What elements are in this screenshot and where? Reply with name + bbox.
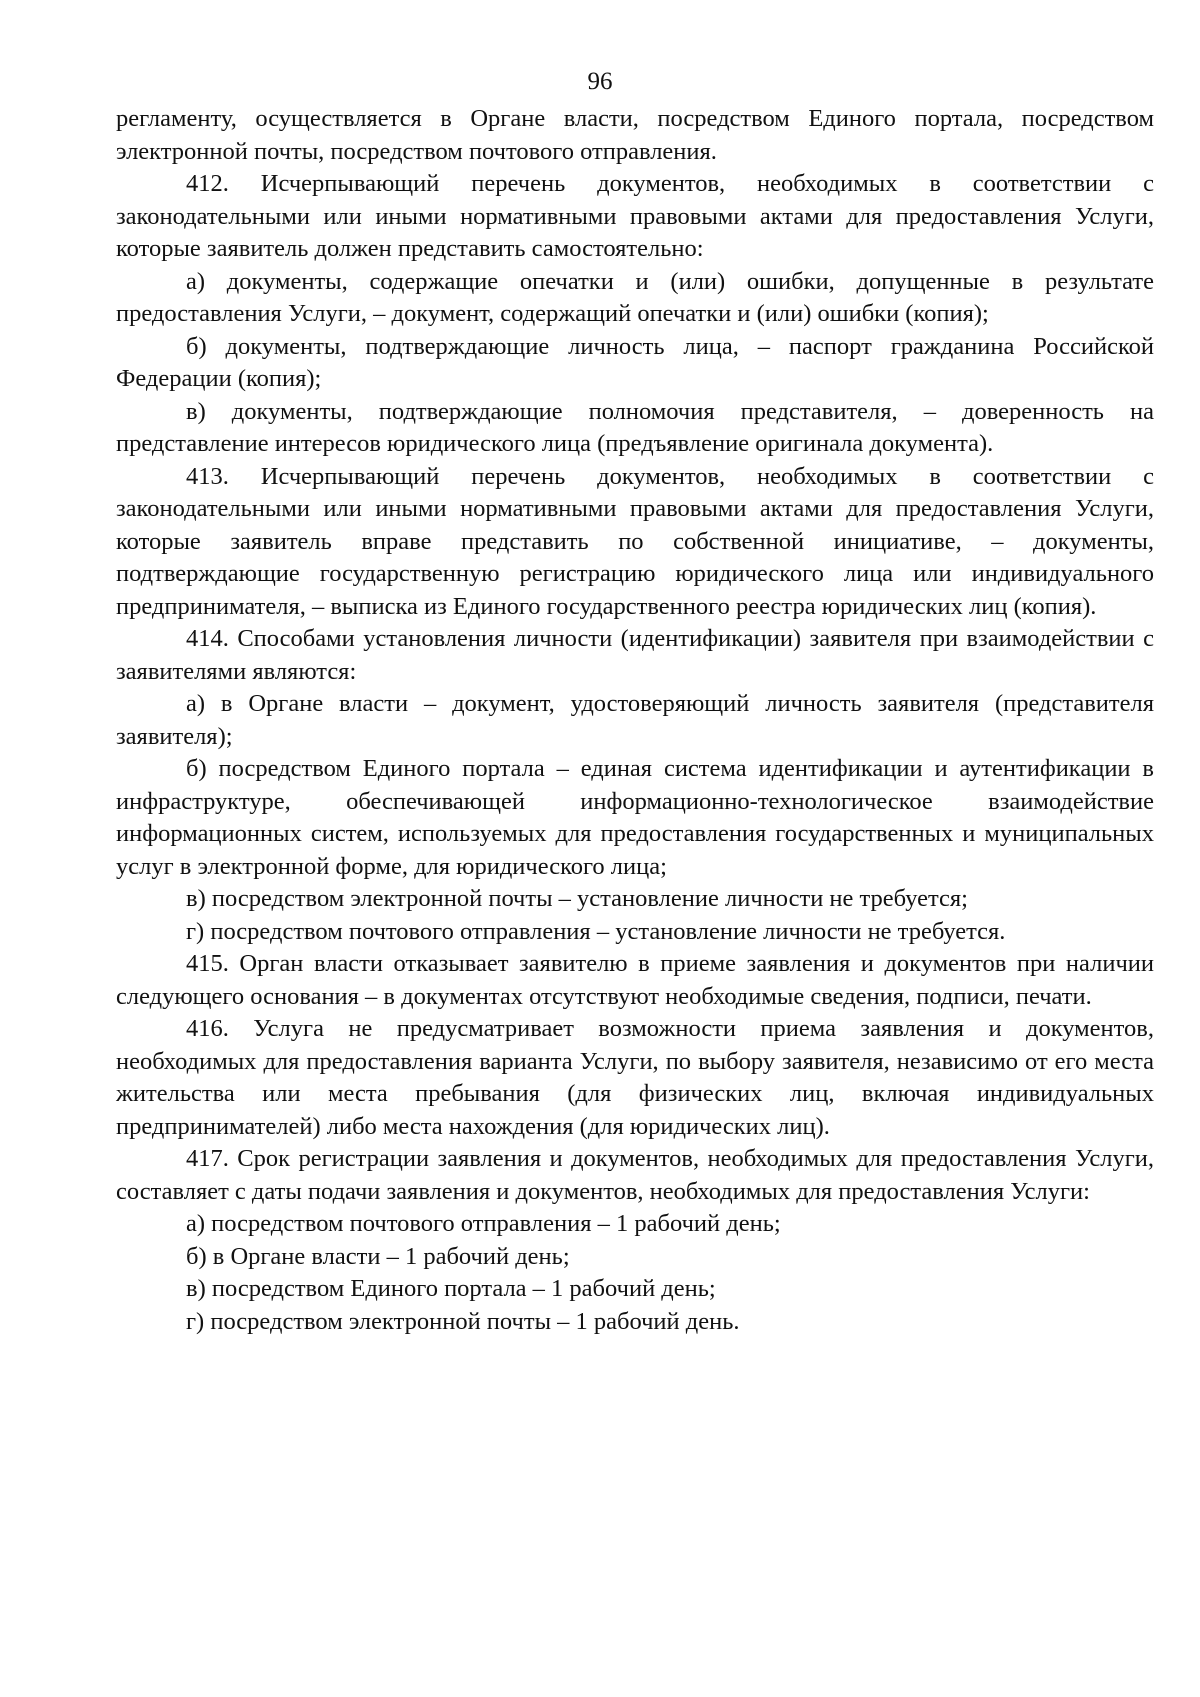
list-item-412-v: в) документы, подтверждающие полномочия представителя, – доверенность на представление интересов юридического лица (предъявление оригинала документа). [116,397,1154,457]
page-number: 96 [587,68,613,95]
paragraph-415: 415. Орган власти отказывает заявителю в приеме заявления и документов при наличии следующего основания – в документах отсутствуют необходимые сведения, подписи, печати. [116,950,1154,1010]
list-item-417-v: в) посредством Единого портала – 1 рабочий день; [186,1275,716,1302]
paragraph-417: 417. Срок регистрации заявления и документов, необходимых для предоставления Услуги, составляет с даты подачи заявления и документов, необходимых для предоставления Услуги: [116,1145,1154,1205]
list-item-417-a: а) посредством почтового отправления – 1 рабочий день; [186,1210,781,1237]
paragraph-412: 412. Исчерпывающий перечень документов, необходимых в соответствии с законодательными или иными нормативными правовыми актами для предоставления Услуги, которые заявитель должен представить самостоятельно: [116,170,1154,262]
paragraph-continuation: регламенту, осуществляется в Органе власти, посредством Единого портала, посредством электронной почты, посредством почтового отправления. [116,105,1154,165]
list-item-414-v: в) посредством электронной почты – установление личности не требуется; [186,885,968,912]
list-item-414-g: г) посредством почтового отправления – установление личности не требуется. [186,917,1006,945]
list-item-417-b: б) в Органе власти – 1 рабочий день; [186,1242,570,1270]
paragraph-416: 416. Услуга не предусматривает возможности приема заявления и документов, необходимых для предоставления варианта Услуги, по выбору заявителя, независимо от его места жительства или места пребывания (для физических лиц, включая индивидуальных предпринимателей) либо места нахождения (для юридических лиц). [116,1015,1154,1140]
document-body [116,103,1154,1338]
list-item-417-g: г) посредством электронной почты – 1 рабочий день. [186,1307,740,1335]
list-item-412-a: а) документы, содержащие опечатки и (или) ошибки, допущенные в результате предоставления Услуги, – документ, содержащий опечатки и (или) ошибки (копия); [116,267,1154,327]
list-item-414-a: а) в Органе власти – документ, удостоверяющий личность заявителя (представителя заявителя); [116,690,1154,750]
list-item-412-b: б) документы, подтверждающие личность лица, – паспорт гражданина Российской Федерации (копия); [116,332,1154,392]
paragraph-413: 413. Исчерпывающий перечень документов, необходимых в соответствии с законодательными или иными нормативными правовыми актами для предоставления Услуги, которые заявитель вправе представить по собственной инициативе, – документы, подтверждающие государственную регистрацию юридического лица или индивидуального предпринимателя, – выписка из Единого государственного реестра юридических лиц (копия). [116,462,1154,620]
paragraph-414: 414. Способами установления личности (идентификации) заявителя при взаимодействии с заявителями являются: [116,625,1154,685]
list-item-414-b: б) посредством Единого портала – единая система идентификации и аутентификации в инфраструктуре, обеспечивающей информационно-технологическое взаимодействие информационных систем, используемых для предоставления государственных и муниципальных услуг в электронной форме, для юридического лица; [116,755,1154,880]
